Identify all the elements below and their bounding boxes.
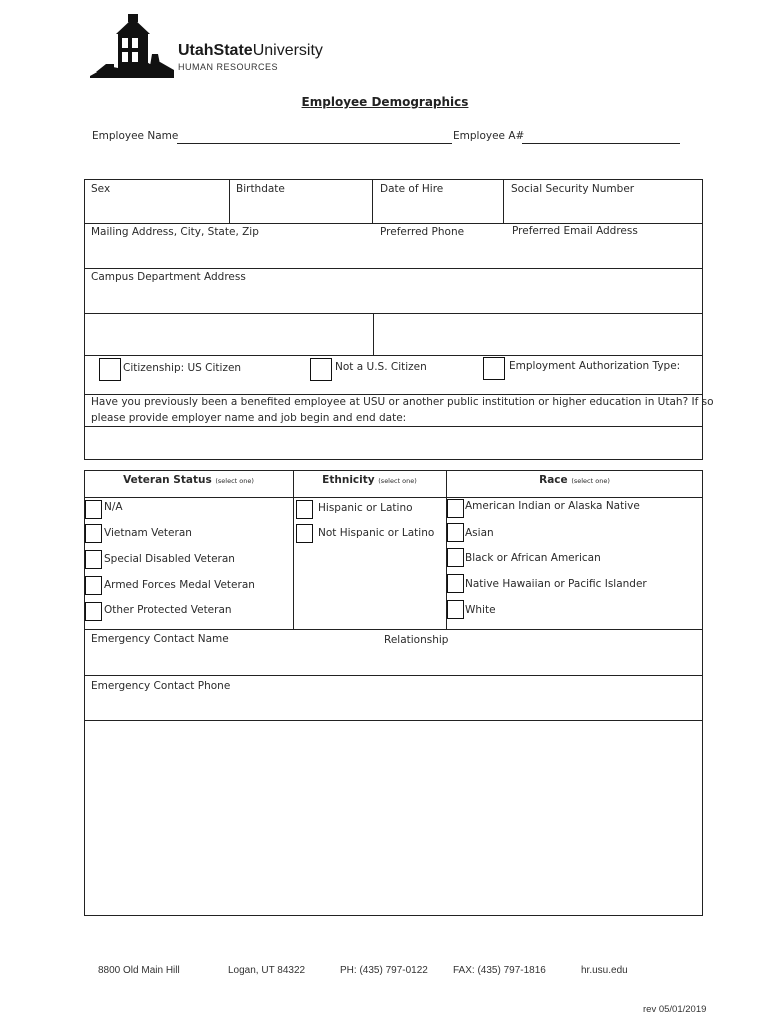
ethnicity-not-hispanic-checkbox[interactable]	[296, 524, 313, 543]
address-cell-right[interactable]	[376, 316, 700, 353]
employee-name-label: Employee Name	[92, 130, 179, 142]
mailing-address-field[interactable]: Mailing Address, City, State, Zip	[91, 226, 259, 238]
previous-employment-input[interactable]	[86, 428, 701, 458]
footer-address: 8800 Old Main Hill	[98, 965, 180, 976]
emergency-contact-phone-field[interactable]: Emergency Contact Phone	[91, 680, 231, 692]
race-option-label: White	[465, 604, 496, 616]
race-pacific-islander-checkbox[interactable]	[447, 574, 464, 593]
sex-field[interactable]: Sex	[91, 183, 111, 195]
ethnicity-hint: (select one)	[378, 477, 417, 485]
race-hint: (select one)	[571, 477, 610, 485]
veteran-special-disabled-checkbox[interactable]	[85, 550, 102, 569]
ethnicity-header-text: Ethnicity	[322, 474, 375, 486]
ssn-field[interactable]: Social Security Number	[511, 183, 635, 195]
page-title: Employee Demographics	[301, 95, 469, 109]
veteran-option-label: N/A	[104, 501, 123, 513]
veteran-na-checkbox[interactable]	[85, 500, 102, 519]
veteran-other-protected-checkbox[interactable]	[85, 602, 102, 621]
veteran-option-label: Other Protected Veteran	[104, 604, 232, 616]
logo-bold-text: UtahState	[178, 42, 253, 59]
veteran-header-text: Veteran Status	[123, 474, 212, 486]
preferred-phone-field[interactable]: Preferred Phone	[380, 226, 465, 238]
usu-logo	[88, 14, 328, 80]
campus-address-field[interactable]: Campus Department Address	[91, 271, 246, 283]
employment-auth-label: Employment Authorization Type:	[509, 360, 681, 372]
notes-area[interactable]	[84, 720, 703, 916]
veteran-option-label: Special Disabled Veteran	[104, 553, 235, 565]
us-citizen-checkbox[interactable]	[99, 358, 121, 381]
race-white-checkbox[interactable]	[447, 600, 464, 619]
race-header	[446, 474, 703, 486]
race-header-text: Race	[539, 474, 568, 486]
race-american-indian-checkbox[interactable]	[447, 499, 464, 518]
ethnicity-header	[293, 474, 446, 486]
previous-employment-question-1: Have you previously been a benefited employee at USU or another public institution or higher education in Utah? If so	[91, 396, 714, 408]
footer-city: Logan, UT 84322	[228, 965, 306, 976]
ethnicity-hispanic-checkbox[interactable]	[296, 500, 313, 519]
us-citizen-label: Citizenship: US Citizen	[123, 362, 242, 374]
footer-fax: FAX: (435) 797-1816	[453, 965, 546, 976]
race-black-checkbox[interactable]	[447, 548, 464, 567]
relationship-field[interactable]: Relationship	[384, 634, 449, 646]
ethnicity-option-label: Hispanic or Latino	[318, 502, 413, 514]
employee-number-input[interactable]	[522, 143, 680, 144]
veteran-header	[84, 474, 293, 486]
veteran-option-label: Armed Forces Medal Veteran	[104, 579, 255, 591]
race-option-label: American Indian or Alaska Native	[465, 500, 640, 512]
old-main-tower-icon	[88, 14, 174, 80]
employee-name-input[interactable]	[177, 143, 452, 144]
veteran-option-label: Vietnam Veteran	[104, 527, 192, 539]
birthdate-field[interactable]: Birthdate	[236, 183, 285, 195]
ethnicity-option-label: Not Hispanic or Latino	[318, 527, 435, 539]
veteran-armed-forces-checkbox[interactable]	[85, 576, 102, 595]
employment-auth-checkbox[interactable]	[483, 357, 505, 380]
footer-website-link[interactable]: hr.usu.edu	[581, 965, 628, 976]
previous-employment-question-2: please provide employer name and job begin and end date:	[91, 412, 407, 424]
logo-light-text: University	[252, 42, 323, 59]
emergency-contact-name-field[interactable]: Emergency Contact Name	[91, 633, 229, 645]
logo-subtitle: HUMAN RESOURCES	[178, 62, 279, 72]
not-us-citizen-label: Not a U.S. Citizen	[335, 361, 427, 373]
revision-date: rev 05/01/2019	[643, 1004, 707, 1015]
not-us-citizen-checkbox[interactable]	[310, 358, 332, 381]
date-of-hire-field[interactable]: Date of Hire	[380, 183, 444, 195]
footer-phone: PH: (435) 797-0122	[340, 965, 428, 976]
preferred-email-field[interactable]: Preferred Email Address	[512, 225, 638, 237]
veteran-hint: (select one)	[215, 477, 254, 485]
race-option-label: Native Hawaiian or Pacific Islander	[465, 578, 647, 590]
employee-number-label: Employee A#	[453, 130, 525, 142]
race-asian-checkbox[interactable]	[447, 523, 464, 542]
race-option-label: Asian	[465, 527, 494, 539]
veteran-vietnam-checkbox[interactable]	[85, 524, 102, 543]
address-cell-left[interactable]	[86, 316, 371, 353]
race-option-label: Black or African American	[465, 552, 601, 564]
